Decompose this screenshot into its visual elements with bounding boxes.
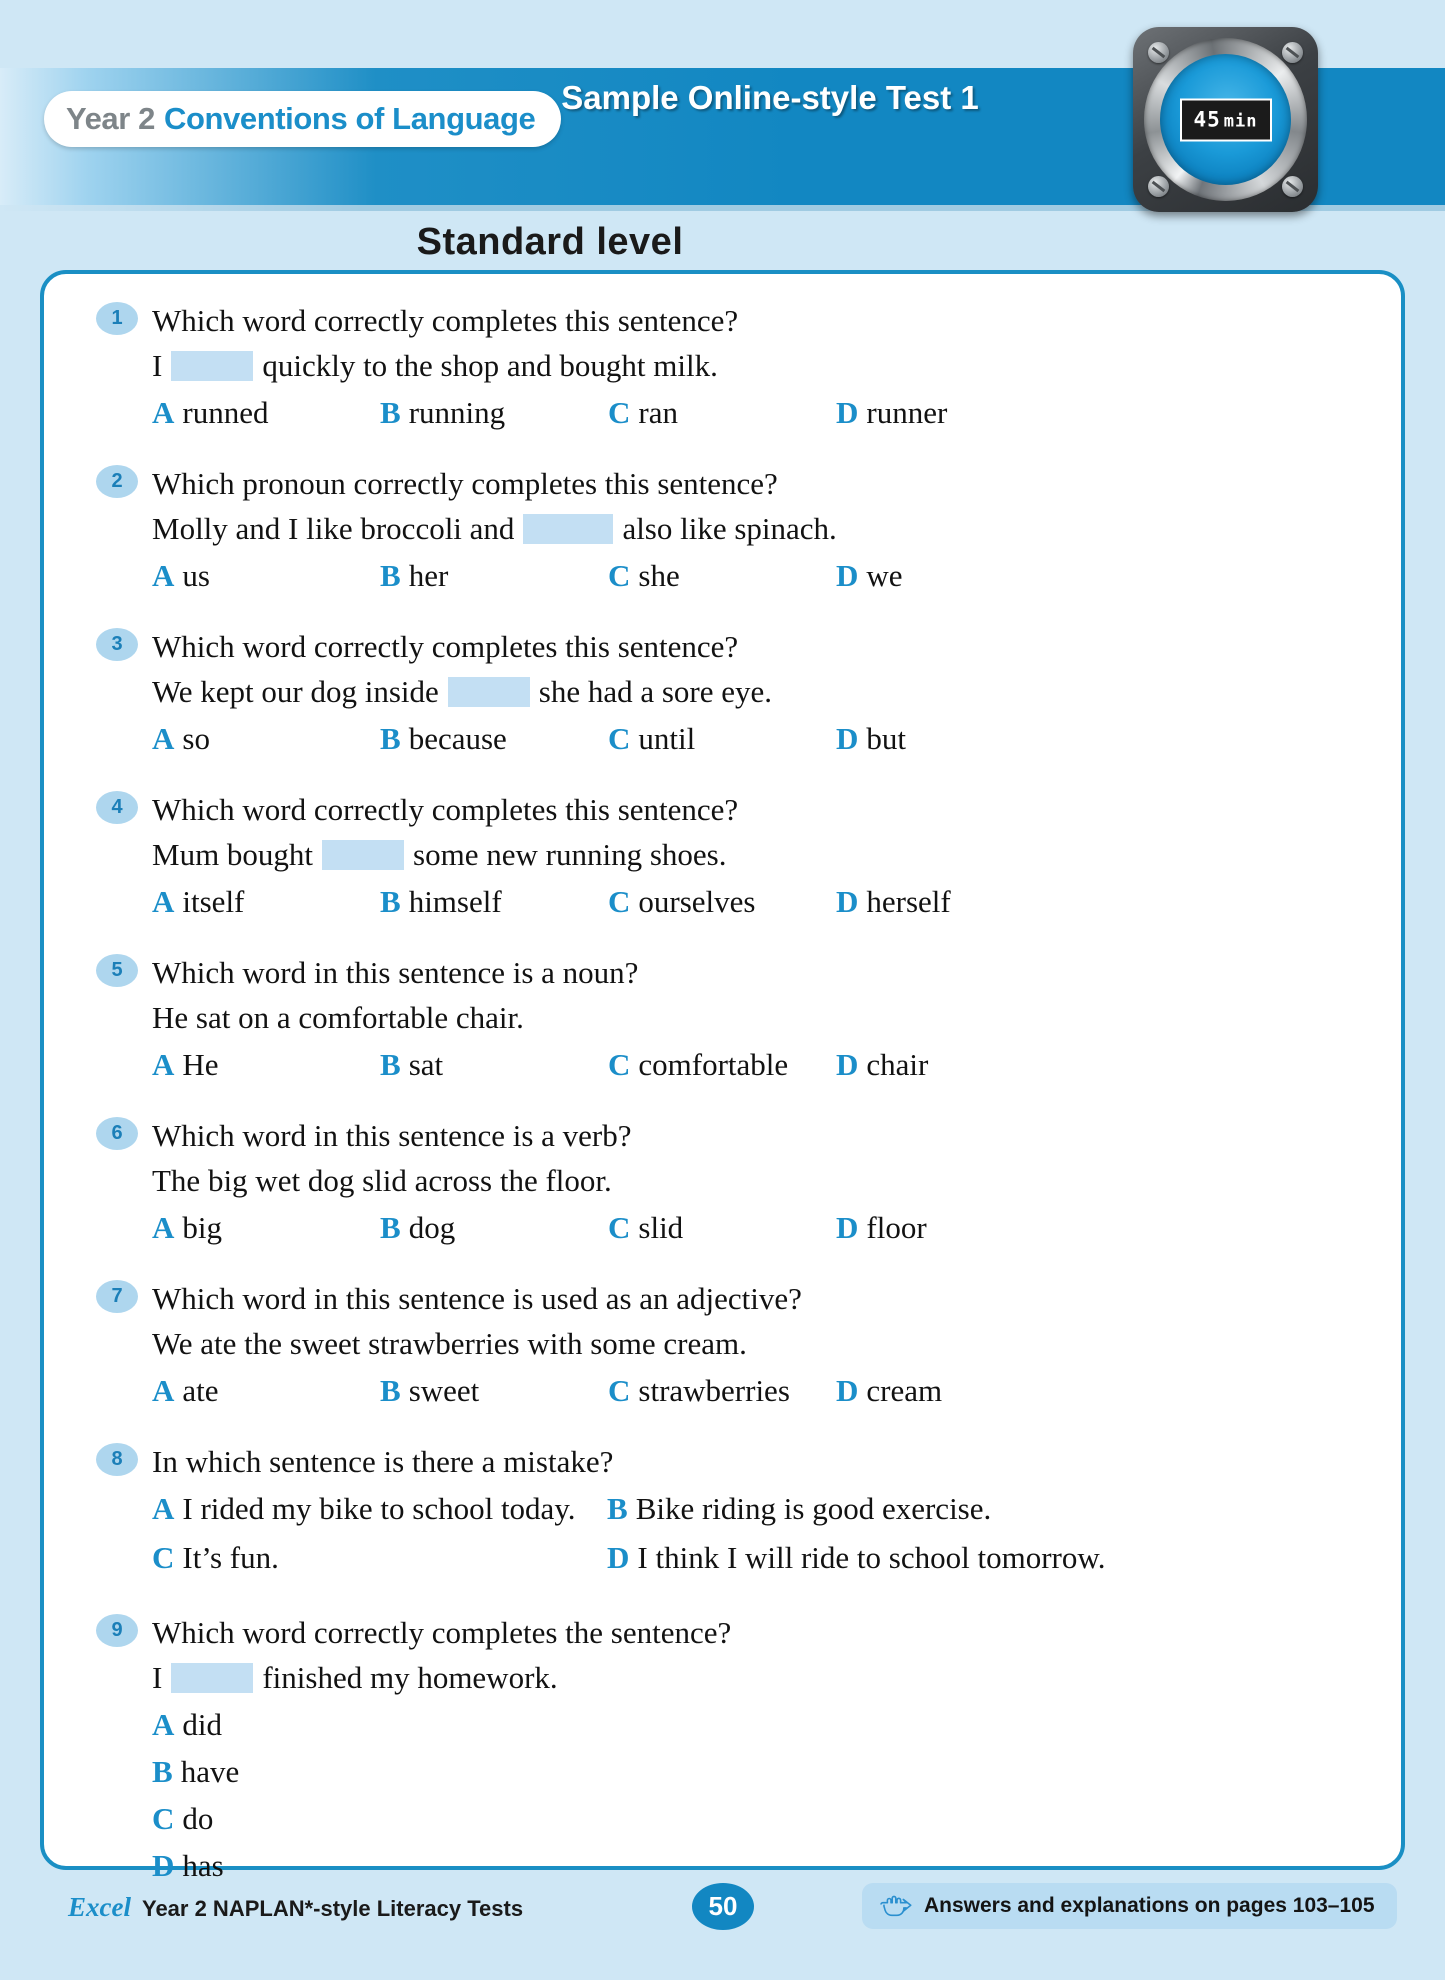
option-a[interactable] xyxy=(152,1702,1371,1747)
option-letter: B xyxy=(380,395,401,430)
excel-logo: Excel xyxy=(68,1892,131,1922)
clock-face xyxy=(1160,54,1291,185)
question-number: 3 xyxy=(96,628,138,661)
option-text: have xyxy=(180,1754,240,1789)
option-text: so xyxy=(182,721,210,756)
option-text: itself xyxy=(182,884,245,919)
option-list xyxy=(152,716,1371,761)
question-number: 4 xyxy=(96,791,138,824)
option-letter: D xyxy=(152,1848,175,1883)
question-prompt: Which word correctly completes this sentence? xyxy=(152,792,739,827)
option-letter: B xyxy=(380,721,401,756)
sentence-after-blank: she had a sore eye. xyxy=(538,674,773,709)
option-text: slid xyxy=(638,1210,684,1245)
question-number: 1 xyxy=(96,302,138,335)
question-prompt: Which word correctly completes this sentence? xyxy=(152,629,739,664)
option-letter: C xyxy=(608,1373,631,1408)
sentence-before-blank: The big wet dog slid across the floor. xyxy=(152,1163,612,1198)
question-item xyxy=(74,624,1371,761)
option-a[interactable] xyxy=(152,1486,607,1531)
option-b[interactable] xyxy=(380,553,608,598)
option-letter: D xyxy=(836,1047,859,1082)
page-footer xyxy=(0,1880,1445,1942)
answer-blank[interactable] xyxy=(322,840,404,870)
option-c[interactable] xyxy=(608,553,836,598)
sentence-before-blank: He sat on a comfortable chair. xyxy=(152,1000,524,1035)
option-letter: C xyxy=(608,721,631,756)
option-text: us xyxy=(182,558,210,593)
option-text: I think I will ride to school tomorrow. xyxy=(637,1540,1106,1575)
sentence-after-blank: quickly to the shop and bought milk. xyxy=(262,348,718,383)
option-c[interactable] xyxy=(608,879,836,924)
sentence-after-blank: some new running shoes. xyxy=(413,837,727,872)
option-d[interactable] xyxy=(836,716,1064,761)
option-d[interactable] xyxy=(836,1368,1064,1413)
question-number: 2 xyxy=(96,465,138,498)
option-letter: C xyxy=(608,395,631,430)
option-letter: D xyxy=(836,395,859,430)
option-b[interactable] xyxy=(380,1042,608,1087)
clock-time xyxy=(1193,109,1257,130)
clock-display xyxy=(1180,98,1272,141)
option-text: because xyxy=(408,721,507,756)
screw-icon xyxy=(1148,42,1169,63)
question-item xyxy=(74,1276,1371,1413)
option-letter: A xyxy=(152,1047,175,1082)
option-text: himself xyxy=(408,884,502,919)
option-text: I rided my bike to school today. xyxy=(182,1491,576,1526)
option-text: strawberries xyxy=(638,1373,790,1408)
option-b[interactable] xyxy=(380,390,608,435)
option-d[interactable] xyxy=(836,390,1064,435)
option-text: sweet xyxy=(408,1373,480,1408)
option-a[interactable] xyxy=(152,1042,380,1087)
series-title: Year 2 NAPLAN*-style Literacy Tests xyxy=(141,1896,524,1921)
sentence-before-blank: I xyxy=(152,1660,163,1695)
option-letter: B xyxy=(380,1210,401,1245)
option-letter: A xyxy=(152,884,175,919)
clock-unit: min xyxy=(1223,111,1258,131)
option-text: ourselves xyxy=(638,884,756,919)
question-prompt: Which word correctly completes the sentence? xyxy=(152,1615,732,1650)
option-letter: C xyxy=(608,1210,631,1245)
question-number: 5 xyxy=(96,954,138,987)
option-text: floor xyxy=(866,1210,927,1245)
option-letter: D xyxy=(836,884,859,919)
option-text: cream xyxy=(866,1373,943,1408)
sentence-before-blank: Molly and I like broccoli and xyxy=(152,511,515,546)
question-item xyxy=(74,298,1371,435)
option-letter: B xyxy=(380,558,401,593)
option-text: we xyxy=(866,558,903,593)
question-sentence xyxy=(152,506,1371,551)
option-a[interactable] xyxy=(152,1368,380,1413)
option-letter: D xyxy=(836,1373,859,1408)
question-number: 6 xyxy=(96,1117,138,1150)
option-a[interactable] xyxy=(152,716,380,761)
option-text: she xyxy=(638,558,680,593)
option-text: herself xyxy=(866,884,951,919)
page-number-badge: 50 xyxy=(692,1883,754,1930)
option-text: It’s fun. xyxy=(182,1540,279,1575)
option-list xyxy=(152,1486,1371,1584)
option-a[interactable] xyxy=(152,879,380,924)
option-letter: C xyxy=(608,1047,631,1082)
question-prompt: In which sentence is there a mistake? xyxy=(152,1444,614,1479)
question-number: 7 xyxy=(96,1280,138,1313)
option-letter: B xyxy=(380,1047,401,1082)
option-c[interactable] xyxy=(608,1042,836,1087)
question-item xyxy=(74,1439,1371,1584)
option-list xyxy=(152,553,1371,598)
question-item xyxy=(74,950,1371,1087)
option-text: runner xyxy=(866,395,948,430)
question-sentence xyxy=(152,1321,1371,1366)
option-text: comfortable xyxy=(638,1047,789,1082)
option-letter: B xyxy=(152,1754,173,1789)
option-c[interactable] xyxy=(152,1796,1371,1841)
option-text: running xyxy=(408,395,506,430)
option-letter: C xyxy=(608,558,631,593)
question-item xyxy=(74,1113,1371,1250)
option-letter: A xyxy=(152,1373,175,1408)
option-text: but xyxy=(866,721,907,756)
option-d[interactable] xyxy=(836,553,1064,598)
question-item xyxy=(74,1610,1371,1890)
option-text: sat xyxy=(408,1047,444,1082)
question-sentence xyxy=(152,995,1371,1040)
option-text: He xyxy=(182,1047,219,1082)
option-letter: C xyxy=(152,1801,175,1836)
questions-panel xyxy=(40,270,1405,1883)
sentence-after-blank: also like spinach. xyxy=(622,511,837,546)
question-sentence xyxy=(152,343,1371,388)
sentence-before-blank: I xyxy=(152,348,163,383)
stopwatch-icon xyxy=(1133,27,1318,212)
option-letter: B xyxy=(380,1373,401,1408)
option-letter: A xyxy=(152,1707,175,1742)
screw-icon xyxy=(1148,176,1169,197)
option-list xyxy=(152,1702,1371,1890)
option-b[interactable] xyxy=(380,1205,608,1250)
option-c[interactable] xyxy=(152,1535,607,1580)
option-text: did xyxy=(182,1707,223,1742)
question-item xyxy=(74,461,1371,598)
screw-icon xyxy=(1282,176,1303,197)
option-letter: B xyxy=(380,884,401,919)
question-sentence xyxy=(152,1655,1371,1700)
option-d[interactable] xyxy=(836,1042,1064,1087)
option-letter: A xyxy=(152,721,175,756)
option-list xyxy=(152,1042,1371,1087)
clock-value: 45 xyxy=(1193,107,1221,131)
option-b[interactable] xyxy=(380,1368,608,1413)
question-prompt: Which word in this sentence is a noun? xyxy=(152,955,639,990)
option-c[interactable] xyxy=(608,1368,836,1413)
option-letter: A xyxy=(152,395,175,430)
option-text: dog xyxy=(408,1210,456,1245)
option-list xyxy=(152,1368,1371,1413)
option-letter: A xyxy=(152,1210,175,1245)
question-prompt: Which word in this sentence is a verb? xyxy=(152,1118,632,1153)
option-list xyxy=(152,390,1371,435)
question-item xyxy=(74,787,1371,924)
question-number: 8 xyxy=(96,1443,138,1476)
option-letter: D xyxy=(836,558,859,593)
answer-blank[interactable] xyxy=(171,1663,253,1693)
option-a[interactable] xyxy=(152,390,380,435)
option-letter: C xyxy=(608,884,631,919)
answers-note: Answers and explanations on pages 103–105 xyxy=(924,1894,1375,1917)
subject-label: Conventions of Language xyxy=(163,101,536,136)
question-number: 9 xyxy=(96,1614,138,1647)
option-letter: A xyxy=(152,1491,175,1526)
option-text: big xyxy=(182,1210,223,1245)
option-letter: D xyxy=(836,1210,859,1245)
question-prompt: Which pronoun correctly completes this sentence? xyxy=(152,466,778,501)
option-c[interactable] xyxy=(608,390,836,435)
option-c[interactable] xyxy=(608,1205,836,1250)
sentence-after-blank: finished my homework. xyxy=(262,1660,558,1695)
answer-blank[interactable] xyxy=(523,514,613,544)
question-sentence xyxy=(152,832,1371,877)
sentence-before-blank: We ate the sweet strawberries with some cream. xyxy=(152,1326,747,1361)
option-list xyxy=(152,879,1371,924)
question-sentence xyxy=(152,669,1371,714)
option-text: ran xyxy=(638,395,678,430)
option-b[interactable] xyxy=(607,1486,1062,1531)
option-text: runned xyxy=(182,395,269,430)
option-text: do xyxy=(182,1801,214,1836)
sentence-before-blank: We kept our dog inside xyxy=(152,674,439,709)
option-b[interactable] xyxy=(380,879,608,924)
option-c[interactable] xyxy=(608,716,836,761)
question-prompt: Which word correctly completes this sentence? xyxy=(152,303,739,338)
year-label: Year 2 xyxy=(66,101,155,136)
option-b[interactable] xyxy=(152,1749,1371,1794)
option-letter: D xyxy=(607,1540,630,1575)
option-letter: D xyxy=(836,721,859,756)
option-text: until xyxy=(638,721,696,756)
option-text: Bike riding is good exercise. xyxy=(635,1491,992,1526)
option-letter: C xyxy=(152,1540,175,1575)
option-b[interactable] xyxy=(380,716,608,761)
question-prompt: Which word in this sentence is used as an adjective? xyxy=(152,1281,802,1316)
level-heading: Standard level xyxy=(416,221,684,263)
answers-reference xyxy=(862,1883,1397,1929)
option-text: ate xyxy=(182,1373,219,1408)
option-list xyxy=(152,1205,1371,1250)
footer-brand xyxy=(68,1892,523,1923)
question-sentence xyxy=(152,1158,1371,1203)
option-text: her xyxy=(408,558,449,593)
option-d[interactable] xyxy=(607,1535,1106,1580)
option-letter: B xyxy=(607,1491,628,1526)
option-a[interactable] xyxy=(152,553,380,598)
pointing-hand-icon xyxy=(878,1893,912,1919)
subject-title-pill xyxy=(44,91,561,147)
option-d[interactable] xyxy=(836,879,1064,924)
option-a[interactable] xyxy=(152,1205,380,1250)
option-letter: A xyxy=(152,558,175,593)
screw-icon xyxy=(1282,42,1303,63)
option-text: has xyxy=(182,1848,224,1883)
sentence-before-blank: Mum bought xyxy=(152,837,314,872)
answer-blank[interactable] xyxy=(448,677,530,707)
answer-blank[interactable] xyxy=(171,351,253,381)
test-title: Sample Online-style Test 1 xyxy=(561,79,979,116)
option-text: chair xyxy=(866,1047,929,1082)
option-d[interactable] xyxy=(836,1205,1064,1250)
